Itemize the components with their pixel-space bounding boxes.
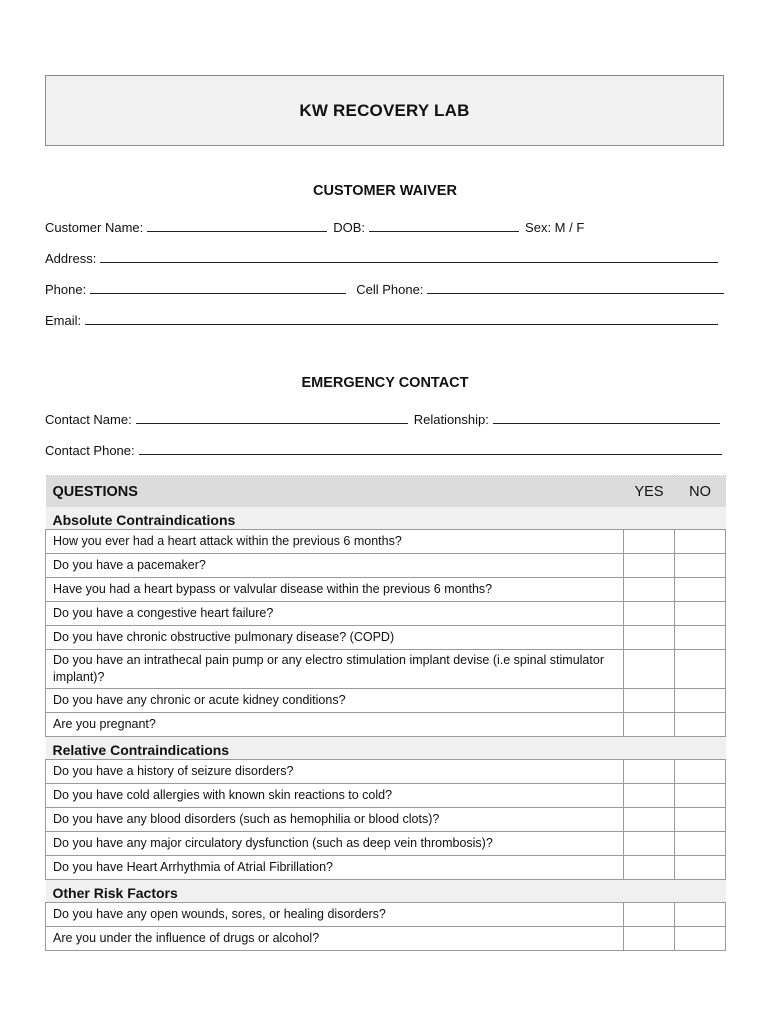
customer-row-1 [45,215,724,235]
group-title: Relative Contraindications [46,737,726,760]
question-row [46,650,726,689]
question-row [46,713,726,737]
no-answer-cell[interactable] [675,713,726,737]
question-row [46,784,726,808]
phone-row [45,277,724,297]
question-text: Do you have a history of seizure disorders? [46,760,624,784]
yes-answer-cell[interactable] [624,530,675,554]
email-field[interactable] [85,324,718,325]
question-text: Do you have any chronic or acute kidney conditions? [46,689,624,713]
no-column-header: NO [675,476,726,508]
sex-label: Sex: M / F [525,220,585,235]
no-answer-cell[interactable] [675,927,726,951]
cell-phone-label: Cell Phone: [356,282,424,297]
no-answer-cell[interactable] [675,650,726,689]
question-row [46,578,726,602]
question-row [46,626,726,650]
yes-answer-cell[interactable] [624,903,675,927]
customer-waiver-heading: CUSTOMER WAIVER [313,183,457,199]
question-row [46,832,726,856]
question-text: Do you have Heart Arrhythmia of Atrial Fibrillation? [46,856,624,880]
form-title-box [45,75,724,146]
address-field[interactable] [100,262,718,263]
no-answer-cell[interactable] [675,903,726,927]
dob-field[interactable] [369,231,519,232]
no-answer-cell[interactable] [675,689,726,713]
question-text: Do you have a pacemaker? [46,554,624,578]
yes-answer-cell[interactable] [624,626,675,650]
no-answer-cell[interactable] [675,808,726,832]
address-row [45,246,718,266]
question-text: Are you under the influence of drugs or alcohol? [46,927,624,951]
group-title: Other Risk Factors [46,880,726,903]
emergency-row-1 [45,407,720,427]
email-label: Email: [45,313,82,328]
question-text: Do you have any major circulatory dysfunction (such as deep vein thrombosis)? [46,832,624,856]
yes-answer-cell[interactable] [624,650,675,689]
yes-answer-cell[interactable] [624,784,675,808]
group-title: Absolute Contraindications [46,507,726,530]
customer-name-label: Customer Name: [45,220,144,235]
no-answer-cell[interactable] [675,856,726,880]
yes-answer-cell[interactable] [624,832,675,856]
questions-table [45,475,726,951]
yes-answer-cell[interactable] [624,713,675,737]
relationship-label: Relationship: [413,412,489,427]
phone-field[interactable] [90,293,346,294]
question-row [46,808,726,832]
question-row [46,554,726,578]
no-answer-cell[interactable] [675,602,726,626]
question-row [46,530,726,554]
no-answer-cell[interactable] [675,760,726,784]
contact-name-field[interactable] [136,423,408,424]
yes-answer-cell[interactable] [624,856,675,880]
yes-answer-cell[interactable] [624,689,675,713]
question-row [46,903,726,927]
question-text: Do you have any open wounds, sores, or healing disorders? [46,903,624,927]
question-text: Do you have any blood disorders (such as hemophilia or blood clots)? [46,808,624,832]
no-answer-cell[interactable] [675,554,726,578]
form-title: KW RECOVERY LAB [299,100,470,120]
yes-answer-cell[interactable] [624,554,675,578]
group-row [46,737,726,760]
no-answer-cell[interactable] [675,784,726,808]
question-text: How you ever had a heart attack within the previous 6 months? [46,530,624,554]
question-text: Do you have cold allergies with known skin reactions to cold? [46,784,624,808]
question-text: Are you pregnant? [46,713,624,737]
yes-answer-cell[interactable] [624,808,675,832]
dob-label: DOB: [333,220,366,235]
email-row [45,308,718,328]
question-text: Have you had a heart bypass or valvular disease within the previous 6 months? [46,578,624,602]
relationship-field[interactable] [493,423,720,424]
yes-answer-cell[interactable] [624,602,675,626]
no-answer-cell[interactable] [675,530,726,554]
group-row [46,880,726,903]
phone-label: Phone: [45,282,87,297]
question-row [46,760,726,784]
questions-header: QUESTIONS [46,476,624,508]
yes-answer-cell[interactable] [624,578,675,602]
question-row [46,689,726,713]
no-answer-cell[interactable] [675,578,726,602]
no-answer-cell[interactable] [675,626,726,650]
question-row [46,856,726,880]
emergency-contact-heading: EMERGENCY CONTACT [301,375,469,391]
no-answer-cell[interactable] [675,832,726,856]
customer-name-field[interactable] [147,231,327,232]
yes-column-header: YES [624,476,675,508]
question-text: Do you have an intrathecal pain pump or any electro stimulation implant devise (i.e spinal stimulator implant)? [46,650,624,689]
questions-header-row [46,476,726,508]
question-row [46,927,726,951]
cell-phone-field[interactable] [427,293,724,294]
group-row [46,507,726,530]
address-label: Address: [45,251,97,266]
question-text: Do you have chronic obstructive pulmonary disease? (COPD) [46,626,624,650]
question-text: Do you have a congestive heart failure? [46,602,624,626]
emergency-row-2 [45,438,722,458]
yes-answer-cell[interactable] [624,760,675,784]
contact-name-label: Contact Name: [45,412,132,427]
contact-phone-field[interactable] [139,454,722,455]
yes-answer-cell[interactable] [624,927,675,951]
contact-phone-label: Contact Phone: [45,443,135,458]
question-row [46,602,726,626]
